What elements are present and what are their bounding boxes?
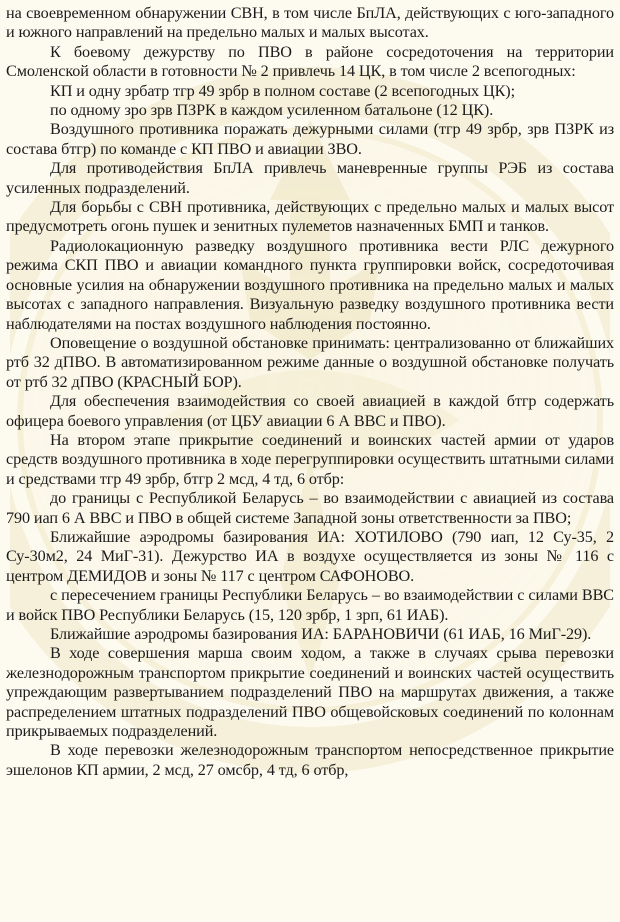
paragraph-14: с пересечением границы Республики Беларусь – во взаимодействии с силами ВВС и войск ПВО Республики Беларусь (15, 120 зрбр, 1 зрп, 61 ИАБ). bbox=[6, 586, 614, 624]
paragraph-9: Оповещение о воздушной обстановке принимать: централизованно от ближайших ртб 32 дПВО. В автоматизированном режиме данные о воздушной обстановке получать от ртб 32 дПВО (КРАСНЫЙ БОР). bbox=[6, 333, 614, 391]
paragraph-2: К боевому дежурству по ПВО в районе сосредоточения на территории Смоленской области в готовности № 2 привлечь 14 ЦК, в том числе 2 всепогодных: bbox=[6, 42, 614, 81]
paragraph-1: на своевременном обнаружении СВН, в том числе БпЛА, действующих с юго-западного и южного направлений на предельно малых и малых высотах. bbox=[6, 4, 614, 42]
paragraph-10: Для обеспечения взаимодействия со своей авиацией в каждой бтгр содержать офицера боевого управления (от ЦБУ авиации 6 А ВВС и ПВО). bbox=[6, 392, 614, 430]
paragraph-5: Воздушного противника поражать дежурными силами (тгр 49 зрбр, зрв ПЗРК из состава бтгр) по команде с КП ПВО и авиации ЗВО. bbox=[6, 120, 614, 158]
paragraph-11: На втором этапе прикрытие соединений и воинских частей армии от ударов средств воздушного противника в ходе перегруппировки осуществить штатными силами и средствами тгр 49 зрбр, бтгр 2 мсд, 4 тд, 6 отбр: bbox=[6, 430, 614, 488]
paragraph-16: В ходе совершения марша своим ходом, а также в случаях срыва перевозки железнодорожным транспортом прикрытие соединений и воинских частей осуществить упреждающим развертыванием подразделений ПВО на маршрутах движения, а также распределением штатных подразделений ПВО общевойсковых соединений по колоннам прикрываемых подразделений. bbox=[6, 644, 614, 741]
paragraph-8: Радиолокационную разведку воздушного противника вести РЛС дежурного режима СКП ПВО и авиации командного пункта группировки войск, сосредоточивая основные усилия на обнаружении воздушного противника на предельно малых и малых высотах с западного направления. Визуальную разведку воздушного противника вести наблюдателями на постах воздушного наблюдения постоянно. bbox=[6, 236, 614, 333]
paragraph-7: Для борьбы с СВН противника, действующих с предельно малых и малых высот предусмотреть огонь пушек и зенитных пулеметов назначенных БМП и танков. bbox=[6, 198, 614, 236]
paragraph-6: Для противодействия БпЛА привлечь маневренные группы РЭБ из состава усиленных подразделений. bbox=[6, 159, 614, 197]
paragraph-3: КП и одну зрбатр тгр 49 зрбр в полном составе (2 всепогодных ЦК); bbox=[50, 81, 515, 100]
paragraph-4: по одному зро зрв ПЗРК в каждом усиленном батальоне (12 ЦК). bbox=[50, 101, 494, 120]
paragraph-13: Ближайшие аэродромы базирования ИА: ХОТИЛОВО (790 иап, 12 Су-35, 2 Су-30м2, 24 МиГ-31). Дежурство ИА в воздухе осуществляется из зоны № 116 с центром ДЕМИДОВ и зоны № 117 с центром САФОНОВО. bbox=[6, 527, 614, 585]
paragraph-17: В ходе перевозки железнодорожным транспортом непосредственное прикрытие эшелонов КП армии, 2 мсд, 27 омсбр, 4 тд, 6 отбр, bbox=[6, 741, 614, 779]
paragraph-15: Ближайшие аэродромы базирования ИА: БАРАНОВИЧИ (61 ИАБ, 16 МиГ-29). bbox=[50, 625, 592, 643]
paragraph-12: до границы с Республикой Беларусь – во взаимодействии с авиацией из состава 790 иап 6 А ВВС и ПВО в общей системе Западной зоны ответственности за ПВО; bbox=[6, 489, 614, 527]
